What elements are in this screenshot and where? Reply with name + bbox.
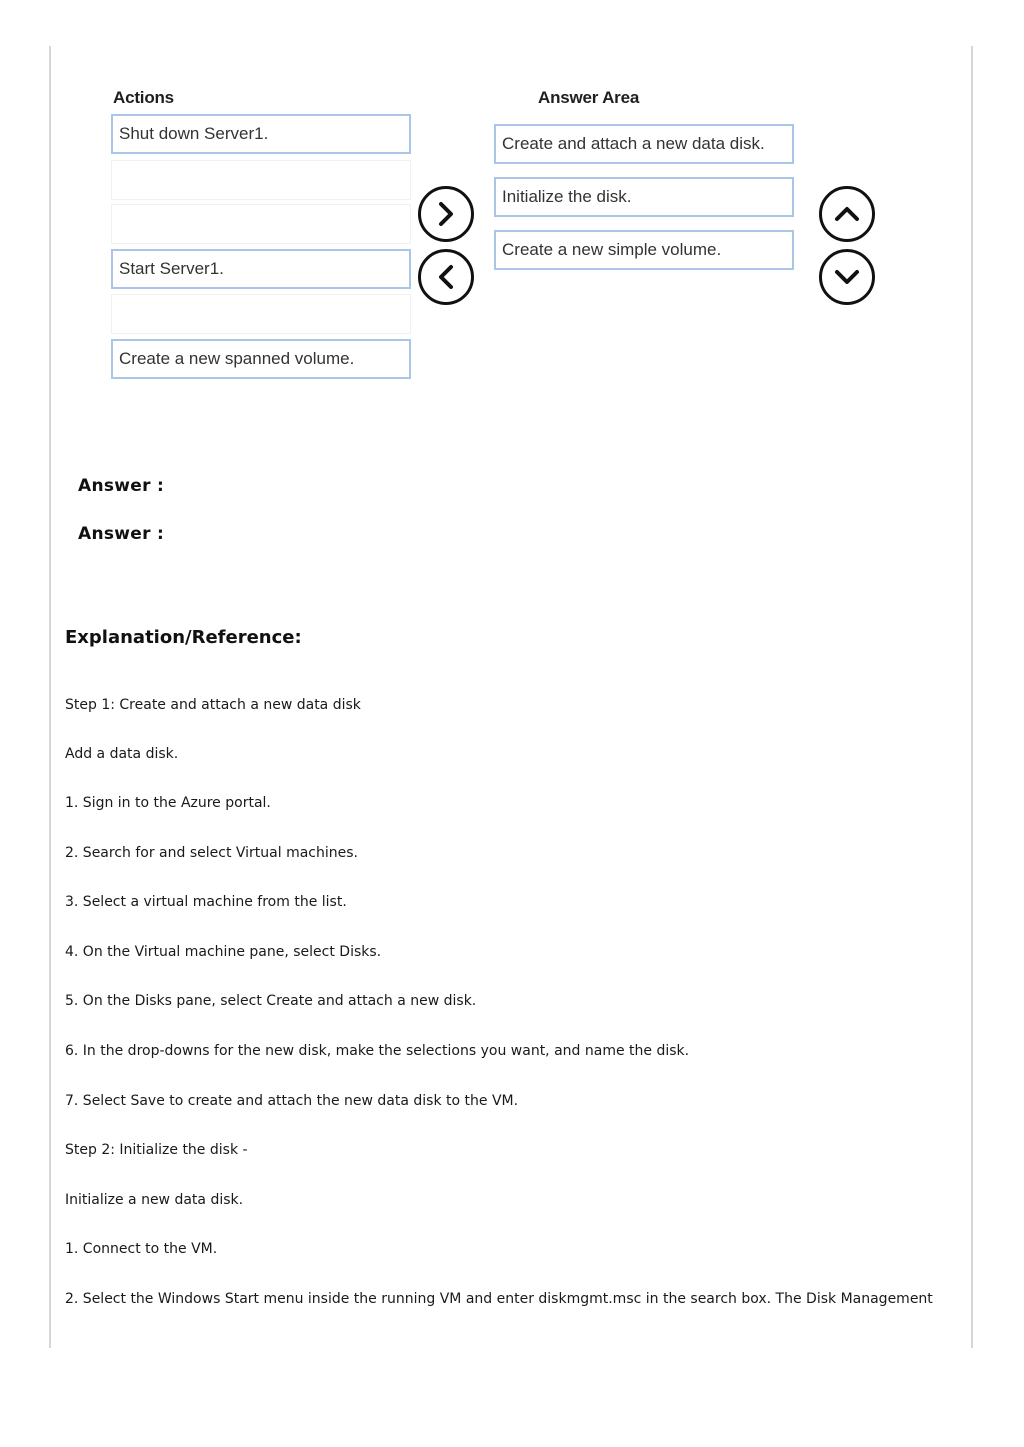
explanation-line: 6. In the drop-downs for the new disk, make the selections you want, and name the disk. xyxy=(65,1043,690,1059)
page-frame-right-border xyxy=(971,46,973,1348)
chevron-down-icon xyxy=(832,262,862,292)
explanation-line: Step 1: Create and attach a new data disk xyxy=(65,697,361,713)
explanation-line: Step 2: Initialize the disk - xyxy=(65,1142,248,1158)
answer-label: Answer : xyxy=(78,524,165,544)
explanation-line: 5. On the Disks pane, select Create and attach a new disk. xyxy=(65,993,477,1009)
answer-area-heading: Answer Area xyxy=(538,88,640,107)
answer-item[interactable]: Create and attach a new data disk. xyxy=(494,124,794,164)
action-item[interactable]: Start Server1. xyxy=(111,249,411,289)
explanation-line: 1. Sign in to the Azure portal. xyxy=(65,795,271,811)
empty-action-slot xyxy=(111,160,411,200)
answer-label: Answer : xyxy=(78,476,165,496)
page-frame-left-border xyxy=(49,46,51,1348)
explanation-line: 1. Connect to the VM. xyxy=(65,1241,218,1257)
empty-action-slot xyxy=(111,294,411,334)
chevron-up-icon xyxy=(832,199,862,229)
actions-heading: Actions xyxy=(113,88,174,107)
move-right-button[interactable] xyxy=(418,186,474,242)
answer-item[interactable]: Create a new simple volume. xyxy=(494,230,794,270)
action-item[interactable]: Shut down Server1. xyxy=(111,114,411,154)
move-down-button[interactable] xyxy=(819,249,875,305)
empty-action-slot xyxy=(111,204,411,244)
answer-item[interactable]: Initialize the disk. xyxy=(494,177,794,217)
explanation-title: Explanation/Reference: xyxy=(65,627,302,648)
chevron-right-icon xyxy=(431,199,461,229)
explanation-line: 7. Select Save to create and attach the new data disk to the VM. xyxy=(65,1093,519,1109)
move-up-button[interactable] xyxy=(819,186,875,242)
explanation-line: Initialize a new data disk. xyxy=(65,1192,244,1208)
explanation-line: Add a data disk. xyxy=(65,746,179,762)
chevron-left-icon xyxy=(431,262,461,292)
explanation-line: 2. Select the Windows Start menu inside the running VM and enter diskmgmt.msc in the search box. The Disk Management xyxy=(65,1291,933,1307)
move-left-button[interactable] xyxy=(418,249,474,305)
explanation-line: 3. Select a virtual machine from the list. xyxy=(65,894,347,910)
action-item[interactable]: Create a new spanned volume. xyxy=(111,339,411,379)
explanation-line: 4. On the Virtual machine pane, select Disks. xyxy=(65,944,382,960)
explanation-line: 2. Search for and select Virtual machines. xyxy=(65,845,358,861)
